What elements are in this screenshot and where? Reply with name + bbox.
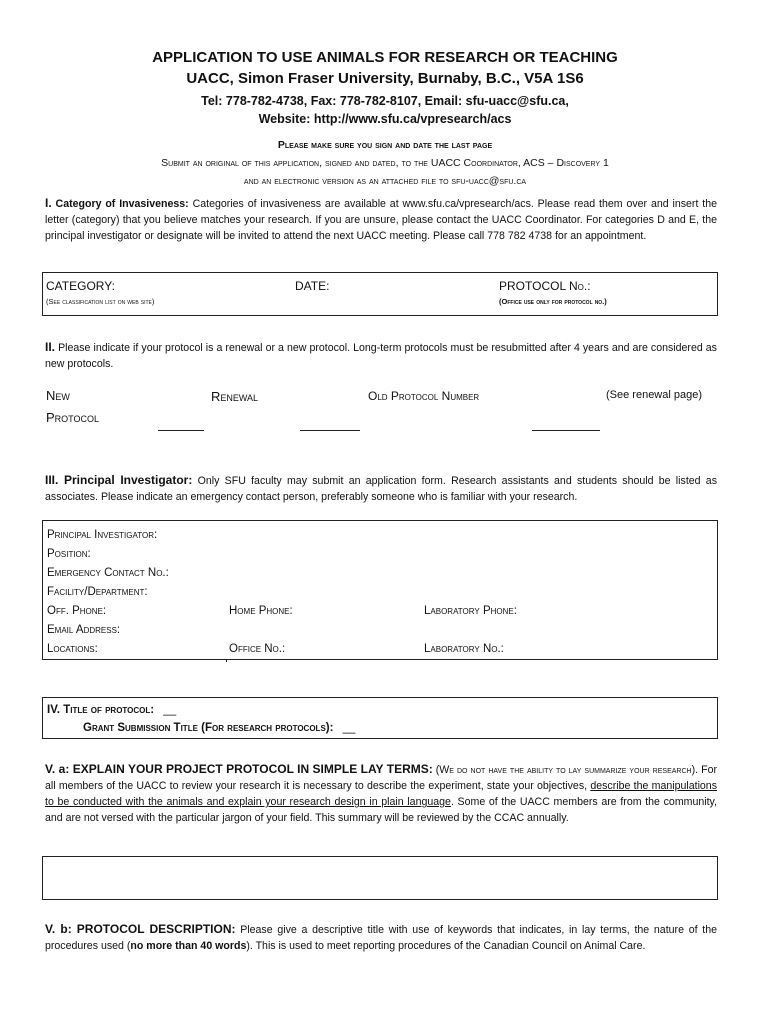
contact-line: Tel: 778-782-4738, Fax: 778-782-8107, Email: sfu-uacc@sfu.ca, bbox=[201, 94, 569, 108]
org-address: UACC, Simon Fraser University, Burnaby, B.C., V5A 1S6 bbox=[186, 70, 584, 87]
grant-submission-label: Grant Submission Title (For research protocols): bbox=[83, 722, 334, 734]
title-box bbox=[42, 697, 718, 739]
section-1-heading: Category of Invasiveness: bbox=[55, 198, 189, 210]
section-5a-body-a: For all members of the UACC to review your research it is necessary to describe the experiment, state your objectives, bbox=[45, 764, 717, 792]
office-no-label[interactable]: Office No.: bbox=[229, 643, 286, 655]
section-5b-text bbox=[45, 921, 717, 954]
submit-instructions-1: Submit an original of this application, signed and dated, to the UACC Coordinator, ACS – Discovery 1 bbox=[161, 157, 609, 169]
pi-label[interactable]: Principal Investigator: bbox=[47, 529, 158, 541]
email-address-label[interactable]: Email Address: bbox=[47, 624, 121, 636]
section-5b-body-bold: no more than 40 words bbox=[130, 940, 247, 952]
section-1-body: Categories of invasiveness are available at www.sfu.ca/vpresearch/acs. Please read them over and insert the letter (category) that you believe matches your research. If you are unsure, please contact the UACC Coordinator. For categories D and E, the principal investigator or designate will be invited to attend the next UACC meeting. Please call 778 782 4738 for an appointment. bbox=[45, 198, 717, 242]
section-5a-text bbox=[45, 761, 717, 826]
grant-submission-value: __ bbox=[342, 722, 356, 734]
category-note: (See classification list on web site) bbox=[46, 297, 155, 306]
section-3-body: Only SFU faculty may submit an application form. Research assistants and students should be listed as associates. Please indicate an emergency contact person, preferably someone who is familiar with your research. bbox=[45, 475, 717, 503]
section-5a-body-underlined: describe the manipulations to be conducted with the animals and explain your research design in plain language bbox=[45, 780, 717, 808]
pi-box bbox=[42, 520, 718, 660]
new-protocol-label-1: New bbox=[46, 388, 70, 403]
section-1-number: I. bbox=[45, 196, 52, 210]
section-2-body: Please indicate if your protocol is a renewal or a new protocol. Long-term protocols must be resubmitted after 4 years and are considered as new protocols. bbox=[45, 342, 717, 370]
section-5a-heading-note: (We do not have the ability to lay summarize your research). bbox=[435, 764, 699, 776]
renewal-page-note: (See renewal page) bbox=[606, 389, 703, 401]
sign-notice: Please make sure you sign and date the last page bbox=[277, 139, 493, 151]
office-phone-label[interactable]: Off. Phone: bbox=[47, 605, 107, 617]
title-of-protocol-value: __ bbox=[163, 704, 177, 716]
protocol-no-note: (Office use only for protocol no.) bbox=[499, 297, 607, 306]
title-of-protocol-label: Title of protocol: bbox=[63, 704, 155, 716]
new-protocol-label-2: Protocol bbox=[46, 410, 100, 425]
section-2-text bbox=[45, 339, 717, 372]
old-protocol-number-label: Old Protocol Number bbox=[368, 389, 480, 403]
locations-label[interactable]: Locations: bbox=[47, 643, 98, 655]
facility-label[interactable]: Facility/Department: bbox=[47, 586, 148, 598]
section-3-heading: III. Principal Investigator: bbox=[45, 473, 193, 487]
title-of-protocol[interactable] bbox=[47, 704, 176, 716]
section-5b-body-b: ). This is used to meet reporting procedures of the Canadian Council on Animal Care. bbox=[246, 940, 646, 952]
section-5a-body-b: . Some of the UACC members are from the community, and are not versed with the particular jargon of your field. This summary will be reviewed by the CCAC annually. bbox=[45, 796, 717, 824]
new-protocol-blank[interactable] bbox=[158, 416, 204, 431]
section-5b-body-a: Please give a descriptive title with use of keywords that indicates, in lay terms, the nature of the procedures used ( bbox=[45, 924, 717, 952]
protocol-no-label: PROTOCOL No.: bbox=[499, 279, 591, 293]
renewal-blank[interactable] bbox=[300, 416, 360, 431]
category-box bbox=[42, 272, 718, 316]
home-phone-label[interactable]: Home Phone: bbox=[229, 605, 293, 617]
section-1-text bbox=[45, 195, 717, 244]
lab-no-label[interactable]: Laboratory No.: bbox=[424, 643, 504, 655]
pi-box-tick bbox=[226, 659, 227, 662]
lay-summary-box[interactable] bbox=[42, 856, 718, 900]
section-3-text bbox=[45, 472, 717, 505]
section-5b-heading: V. b: PROTOCOL DESCRIPTION: bbox=[45, 922, 236, 936]
category-label[interactable]: CATEGORY: bbox=[46, 279, 115, 293]
renewal-label: Renewal bbox=[211, 389, 259, 404]
form-title: APPLICATION TO USE ANIMALS FOR RESEARCH OR TEACHING bbox=[152, 49, 618, 66]
website-line: Website: http://www.sfu.ca/vpresearch/acs bbox=[258, 112, 512, 126]
section-2-number: II. bbox=[45, 340, 56, 354]
section-4-number: IV. bbox=[47, 704, 61, 716]
lab-phone-label[interactable]: Laboratory Phone: bbox=[424, 605, 517, 617]
emergency-contact-label[interactable]: Emergency Contact No.: bbox=[47, 567, 169, 579]
old-protocol-number-blank[interactable] bbox=[532, 416, 600, 431]
submit-instructions-2: and an electronic version as an attached file to sfu-uacc@sfu.ca bbox=[243, 175, 527, 187]
grant-submission-title[interactable] bbox=[83, 722, 355, 734]
date-label[interactable]: DATE: bbox=[295, 279, 330, 293]
position-label[interactable]: Position: bbox=[47, 548, 91, 560]
section-5a-heading: V. a: EXPLAIN YOUR PROJECT PROTOCOL IN SIMPLE LAY TERMS: bbox=[45, 762, 433, 776]
